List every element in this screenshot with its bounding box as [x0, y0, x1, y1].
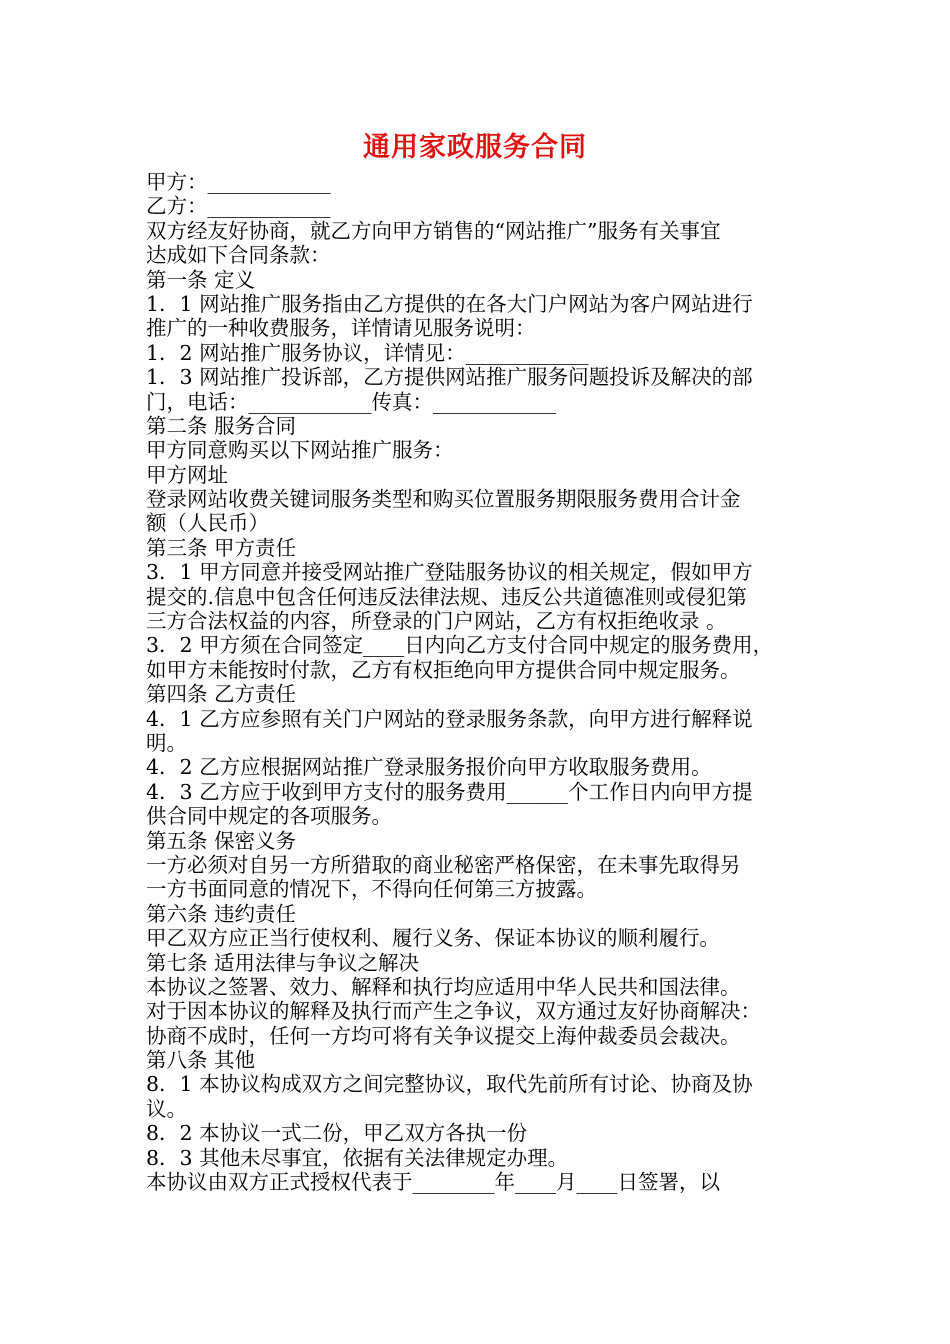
- text-line: 甲乙双方应正当行使权利、履行义务、保证本协议的顺利履行。: [146, 926, 720, 951]
- text-line: 甲方同意购买以下网站推广服务：: [146, 438, 454, 463]
- text-line: 三方合法权益的内容，所登录的门户网站，乙方有权拒绝收录 。: [146, 609, 727, 634]
- section-heading: 第三条 甲方责任: [146, 535, 297, 560]
- section-heading: 第四条 乙方责任: [146, 682, 297, 707]
- text-line: 明。: [146, 730, 187, 755]
- text-line: 8．3 其他未尽事宜，依据有关法律规定办理。: [146, 1145, 569, 1170]
- text-line: 1．3 网站推广投诉部，乙方提供网站推广服务问题投诉及解决的部: [146, 365, 753, 390]
- section-heading: 第八条 其他: [146, 1048, 256, 1073]
- text-line: 议。: [146, 1096, 187, 1121]
- text-line: 双方经友好协商，就乙方向甲方销售的“网站推广”服务有关事宜: [146, 218, 721, 243]
- text-line: 供合同中规定的各项服务。: [146, 804, 392, 829]
- text-line: 4．3 乙方应于收到甲方支付的服务费用______个工作日内向甲方提: [146, 779, 753, 804]
- section-heading: 第一条 定义: [146, 267, 256, 292]
- text-line: 推广的一种收费服务，详情请见服务说明：: [146, 316, 536, 341]
- text-line: 一方必须对自另一方所猎取的商业秘密严格保密，在未事先取得另: [146, 852, 741, 877]
- text-line: 达成如下合同条款：: [146, 243, 331, 268]
- section-heading: 第五条 保密义务: [146, 828, 297, 853]
- document-body: [146, 170, 816, 1194]
- text-line: 本协议由双方正式授权代表于________年____月____日签署，以: [146, 1170, 720, 1195]
- text-line: 4．2 乙方应根据网站推广登录服务报价向甲方收取服务费用。: [146, 755, 712, 780]
- text-line: 本协议之签署、效力、解释和执行均应适用中华人民共和国法律。: [146, 974, 741, 999]
- text-line: 8．2 本协议一式二份，甲乙双方各执一份: [146, 1121, 528, 1146]
- document-title: 通用家政服务合同: [363, 132, 587, 163]
- section-heading: 第七条 适用法律与争议之解决: [146, 950, 420, 975]
- text-line: 一方书面同意的情况下，不得向任何第三方披露。: [146, 877, 597, 902]
- text-line: 3．2 甲方须在合同签定____日内向乙方支付合同中规定的服务费用，: [146, 633, 774, 658]
- text-line: 门，电话：____________传真：____________: [146, 389, 556, 414]
- text-line: 1．1 网站推广服务指由乙方提供的在各大门户网站为客户网站进行: [146, 291, 753, 316]
- text-line: 4．1 乙方应参照有关门户网站的登录服务条款，向甲方进行解释说: [146, 706, 753, 731]
- text-line: 8．1 本协议构成双方之间完整协议，取代先前所有讨论、协商及协: [146, 1072, 753, 1097]
- text-line: 乙方：____________: [146, 194, 331, 219]
- section-heading: 第六条 违约责任: [146, 901, 297, 926]
- text-line: 甲方：____________: [146, 170, 331, 194]
- section-heading: 第二条 服务合同: [146, 413, 297, 438]
- text-line: 对于因本协议的解释及执行而产生之争议，双方通过友好协商解决：: [146, 999, 761, 1024]
- text-line: 1．2 网站推广服务协议，详情见：____________: [146, 340, 589, 365]
- text-line: 协商不成时，任何一方均可将有关争议提交上海仲裁委员会裁决。: [146, 1023, 741, 1048]
- text-line: 如甲方未能按时付款，乙方有权拒绝向甲方提供合同中规定服务。: [146, 657, 741, 682]
- text-line: 登录网站收费关键词服务类型和购买位置服务期限服务费用合计金: [146, 487, 741, 512]
- text-line: 甲方网址: [146, 462, 228, 487]
- text-line: 提交的.信息中包含任何违反法律法规、违反公共道德准则或侵犯第: [146, 584, 748, 609]
- text-line: 3．1 甲方同意并接受网站推广登陆服务协议的相关规定，假如甲方: [146, 560, 753, 585]
- text-line: 额（人民币）: [146, 511, 269, 536]
